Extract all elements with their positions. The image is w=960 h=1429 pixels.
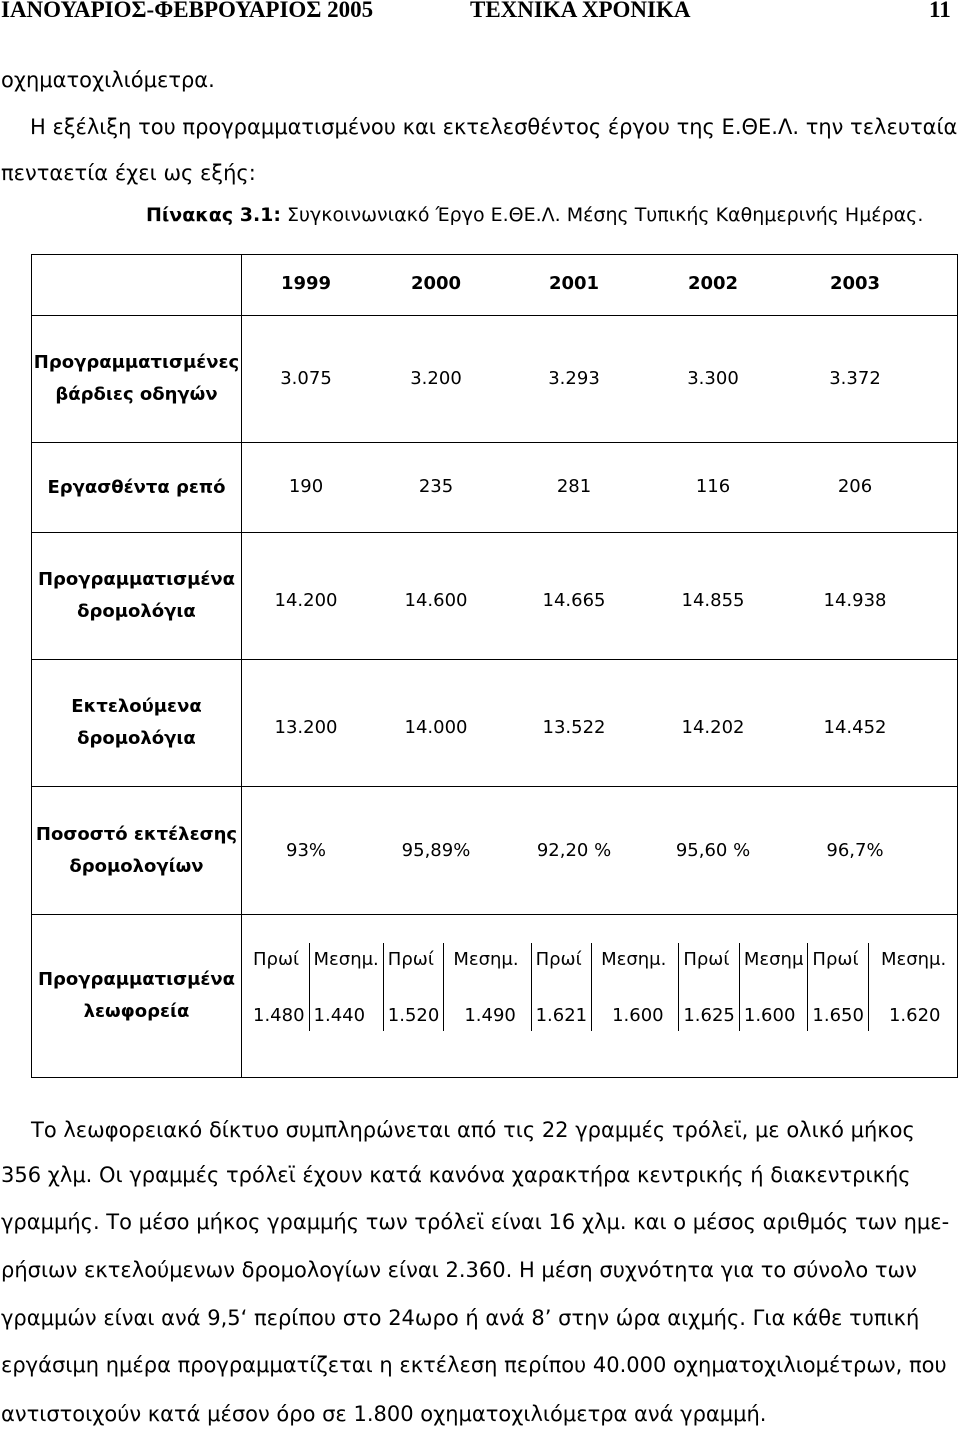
- paragraph-line: Το λεωφορειακό δίκτυο συμπληρώνεται από τις 22 γραμμές τρόλεϊ, με ολικό μήκος: [31, 1118, 915, 1142]
- table-cell: 14.665: [542, 590, 606, 611]
- table-cell: 13.200: [274, 717, 338, 738]
- paragraph-line: ρήσιων εκτελούμενων δρομολογίων είναι 2.360. Η μέση συχνότητα για το σύνολο των: [1, 1258, 917, 1282]
- bus-subtable: [249, 943, 950, 1031]
- table-cell: 14.200: [274, 590, 338, 611]
- bus-value-cell: 1.620: [888, 1004, 941, 1026]
- intro-line-2: Η εξέλιξη του προγραμματισμένου και εκτελεσθέντος έργου της Ε.ΘΕ.Λ. την τελευταία: [30, 115, 958, 139]
- table-caption-text: Συγκοινωνιακό Έργο Ε.ΘΕ.Λ. Μέσης Τυπικής Καθημερινής Ημέρας.: [281, 204, 924, 226]
- table-cell: 95,89%: [401, 840, 471, 861]
- bus-header-cell: Πρωί: [808, 943, 869, 975]
- bus-value-cell: 1.650: [808, 975, 869, 1031]
- page-number: 11: [929, 0, 951, 22]
- corner-cell: [32, 255, 242, 316]
- data-table: [31, 254, 958, 1078]
- paragraph-line: αντιστοιχούν κατά μέσον όρο σε 1.800 οχηματοχιλιόμετρα ανά γραμμή.: [1, 1402, 767, 1426]
- bus-value-cell: 1.621: [531, 975, 592, 1031]
- table-row: [32, 787, 958, 915]
- year-cell: 2002: [687, 273, 739, 294]
- row-label: Προγραμματισμένα λεωφορεία: [32, 915, 242, 1078]
- row-label: Προγραμματισμένες βάρδιες οδηγών: [32, 316, 242, 443]
- issue-date: ΙΑΝΟΥΑΡΙΟΣ-ΦΕΒΡΟΥΑΡΙΟΣ 2005: [1, 0, 374, 22]
- table-cell: 190: [288, 476, 324, 497]
- bus-header-cell: Μεσημ.: [592, 943, 679, 975]
- bus-header-cell: Πρωί: [383, 943, 444, 975]
- bus-value-cell: 1.480: [249, 975, 309, 1031]
- table-caption: [146, 204, 923, 226]
- table-cell: 3.300: [687, 368, 739, 389]
- table-row: [32, 316, 958, 443]
- table-cell: 92,20 %: [536, 840, 612, 861]
- table-cell: 96,7%: [826, 840, 884, 861]
- bus-value-cell: 1.490: [444, 975, 531, 1031]
- bus-value-cell: 1.625: [679, 975, 740, 1031]
- table-row: [32, 660, 958, 787]
- table-cell: 3.293: [548, 368, 600, 389]
- bus-header-cell: Μεσημ.: [444, 943, 531, 975]
- table-row: [32, 443, 958, 533]
- year-cell: 2001: [548, 273, 600, 294]
- table-cell: 206: [837, 476, 873, 497]
- intro-line-3: πενταετία έχει ως εξής:: [1, 161, 256, 185]
- table-cell: 14.000: [404, 717, 468, 738]
- table-row-years: [32, 255, 958, 316]
- row-label: Εκτελούμενα δρομολόγια: [32, 660, 242, 787]
- year-cell: 2000: [410, 273, 462, 294]
- row-label: Ποσοστό εκτέλεσης δρομολογίων: [32, 787, 242, 915]
- table-cell: 14.452: [823, 717, 887, 738]
- row-label: Εργασθέντα ρεπό: [32, 443, 242, 533]
- bus-value-cell: 1.600: [739, 975, 808, 1031]
- paragraph-line: εργάσιμη ημέρα προγραμματίζεται η εκτέλεση περίπου 40.000 οχηματοχιλιομέτρων, που: [1, 1353, 947, 1377]
- table-cell: 3.075: [280, 368, 332, 389]
- table-cell: 3.200: [410, 368, 462, 389]
- year-cell: 2003: [829, 273, 881, 294]
- year-cell: 1999: [280, 273, 332, 294]
- bus-header-cell: Μεσημ: [739, 943, 808, 975]
- paragraph-line: 356 χλμ. Οι γραμμές τρόλεϊ έχουν κατά κανόνα χαρακτήρα κεντρικής ή διακεντρικής: [1, 1163, 911, 1187]
- table-cell: 14.600: [404, 590, 468, 611]
- table-row-buses: [32, 915, 958, 1078]
- publication-title: ΤΕΧΝΙΚΑ ΧΡΟΝΙΚΑ: [470, 0, 691, 22]
- bus-header-cell: Πρωί: [249, 943, 309, 975]
- page-header: [0, 0, 960, 26]
- row-label: Προγραμματισμένα δρομολόγια: [32, 533, 242, 660]
- table-cell: 3.372: [829, 368, 881, 389]
- table-cell: 14.938: [823, 590, 887, 611]
- bus-values-row: [249, 975, 950, 1031]
- bus-header-row: [249, 943, 950, 975]
- table-row: [32, 533, 958, 660]
- table-cell: 14.202: [681, 717, 745, 738]
- table-cell: 13.522: [542, 717, 606, 738]
- table-cell: 95,60 %: [675, 840, 751, 861]
- paragraph-line: γραμμής. Το μέσο μήκος γραμμής των τρόλεϊ είναι 16 χλμ. και ο μέσος αριθμός των ημε-: [1, 1210, 950, 1234]
- table-cell: 281: [556, 476, 592, 497]
- bus-value-cell: 1.440: [309, 975, 383, 1031]
- bus-header-cell: Μεσημ.: [309, 943, 383, 975]
- bus-header-cell: Πρωί: [531, 943, 592, 975]
- intro-line-1: οχηματοχιλιόμετρα.: [1, 68, 215, 92]
- bus-value-cell: 1.520: [383, 975, 444, 1031]
- bus-value-cell: 1.600: [592, 975, 679, 1031]
- table-cell: 93%: [285, 840, 327, 861]
- table-caption-label: Πίνακας 3.1:: [146, 204, 281, 226]
- table-cell: 14.855: [681, 590, 745, 611]
- bus-header-cell: Μεσημ.: [880, 948, 947, 970]
- table-cell: 235: [418, 476, 454, 497]
- table-cell: 116: [695, 476, 731, 497]
- bus-header-cell: Πρωί: [679, 943, 740, 975]
- paragraph-line: γραμμών είναι ανά 9,5‘ περίπου στο 24ωρο ή ανά 8’ στην ώρα αιχμής. Για κάθε τυπική: [1, 1306, 920, 1330]
